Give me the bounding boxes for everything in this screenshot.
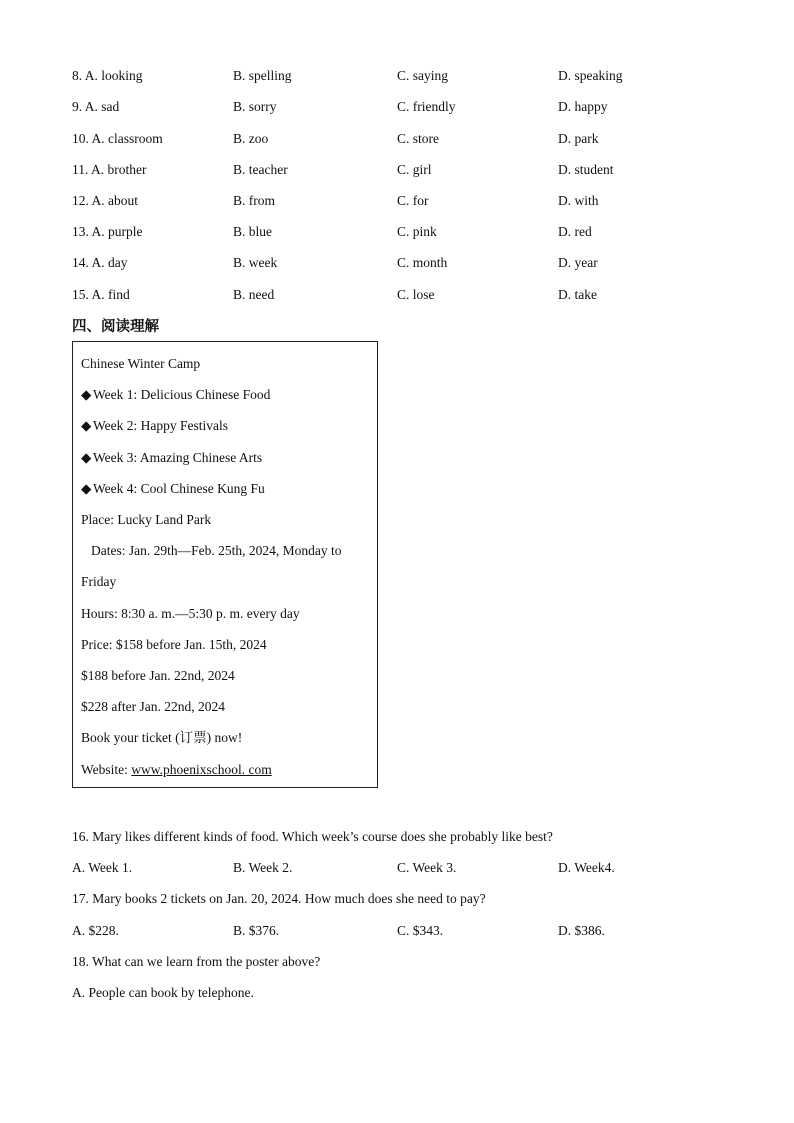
option-b: B. Week 2. [233,860,293,875]
poster-week-3 [81,448,262,468]
option-c: C. for [397,193,429,208]
camp-poster [72,341,378,788]
diamond-bullet-icon: ◆ [81,387,92,402]
poster-place: Place: Lucky Land Park [81,512,212,527]
option-a: 13. A. purple [72,224,143,239]
section-title: 四、阅读理解 [72,319,159,335]
option-c: C. store [397,131,439,146]
option-d: D. happy [558,99,608,114]
question-18-option-a: A. People can book by telephone. [72,985,254,1000]
option-b: B. zoo [233,131,269,146]
option-b: B. need [233,287,275,302]
option-a: 8. A. looking [72,68,143,83]
option-c: C. pink [397,224,437,239]
cloze-row-10 [72,129,732,149]
option-a: 15. A. find [72,287,130,302]
poster-website [81,760,272,780]
option-a: A. $228. [72,923,119,938]
option-a: 12. A. about [72,193,138,208]
poster-week-2 [81,416,228,436]
week-label: Week 3: Amazing Chinese Arts [93,450,263,465]
option-c: C. saying [397,68,449,83]
option-d: D. $386. [558,923,605,938]
poster-dates: Dates: Jan. 29th—Feb. 25th, 2024, Monday to [91,543,342,558]
week-label: Week 1: Delicious Chinese Food [93,387,271,402]
poster-hours: Hours: 8:30 a. m.—5:30 p. m. every day [81,606,300,621]
poster-dates-cont: Friday [81,574,117,589]
cloze-row-11 [72,160,732,180]
option-d: D. take [558,287,597,302]
poster-week-4 [81,479,265,499]
cloze-row-15 [72,285,732,305]
option-c: C. Week 3. [397,860,457,875]
option-c: C. girl [397,162,432,177]
option-d: D. Week4. [558,860,615,875]
option-c: C. lose [397,287,435,302]
option-a: 9. A. sad [72,99,120,114]
option-b: B. week [233,255,278,270]
cloze-row-12 [72,191,732,211]
website-link[interactable]: www.phoenixschool. com [131,762,272,777]
poster-price-2: $188 before Jan. 22nd, 2024 [81,668,235,683]
option-d: D. red [558,224,592,239]
question-18: 18. What can we learn from the poster above? [72,954,321,969]
option-d: D. year [558,255,598,270]
question-17: 17. Mary books 2 tickets on Jan. 20, 2024. How much does she need to pay? [72,891,486,906]
option-a: 10. A. classroom [72,131,163,146]
option-d: D. student [558,162,614,177]
cloze-row-8 [72,66,732,86]
week-label: Week 4: Cool Chinese Kung Fu [93,481,265,496]
option-b: B. blue [233,224,272,239]
poster-book: Book your ticket (订票) now! [81,730,243,745]
poster-price-1: Price: $158 before Jan. 15th, 2024 [81,637,267,652]
option-b: B. sorry [233,99,277,114]
option-d: D. park [558,131,599,146]
option-b: B. from [233,193,275,208]
diamond-bullet-icon: ◆ [81,450,92,465]
option-b: B. teacher [233,162,288,177]
poster-week-1 [81,385,270,405]
cloze-row-9 [72,97,732,117]
week-label: Week 2: Happy Festivals [93,418,229,433]
option-a: 14. A. day [72,255,128,270]
option-c: C. $343. [397,923,444,938]
diamond-bullet-icon: ◆ [81,481,92,496]
option-d: D. with [558,193,599,208]
option-a: 11. A. brother [72,162,147,177]
cloze-row-13 [72,222,732,242]
cloze-row-14 [72,253,732,273]
question-16-options [72,858,732,878]
question-16: 16. Mary likes different kinds of food. Which week’s course does she probably like best? [72,829,553,844]
question-17-options [72,921,732,941]
diamond-bullet-icon: ◆ [81,418,92,433]
option-b: B. spelling [233,68,292,83]
poster-price-3: $228 after Jan. 22nd, 2024 [81,699,225,714]
poster-title: Chinese Winter Camp [81,356,201,371]
website-label: Website: [81,762,132,777]
option-a: A. Week 1. [72,860,133,875]
option-c: C. friendly [397,99,456,114]
option-d: D. speaking [558,68,623,83]
option-b: B. $376. [233,923,280,938]
option-c: C. month [397,255,448,270]
